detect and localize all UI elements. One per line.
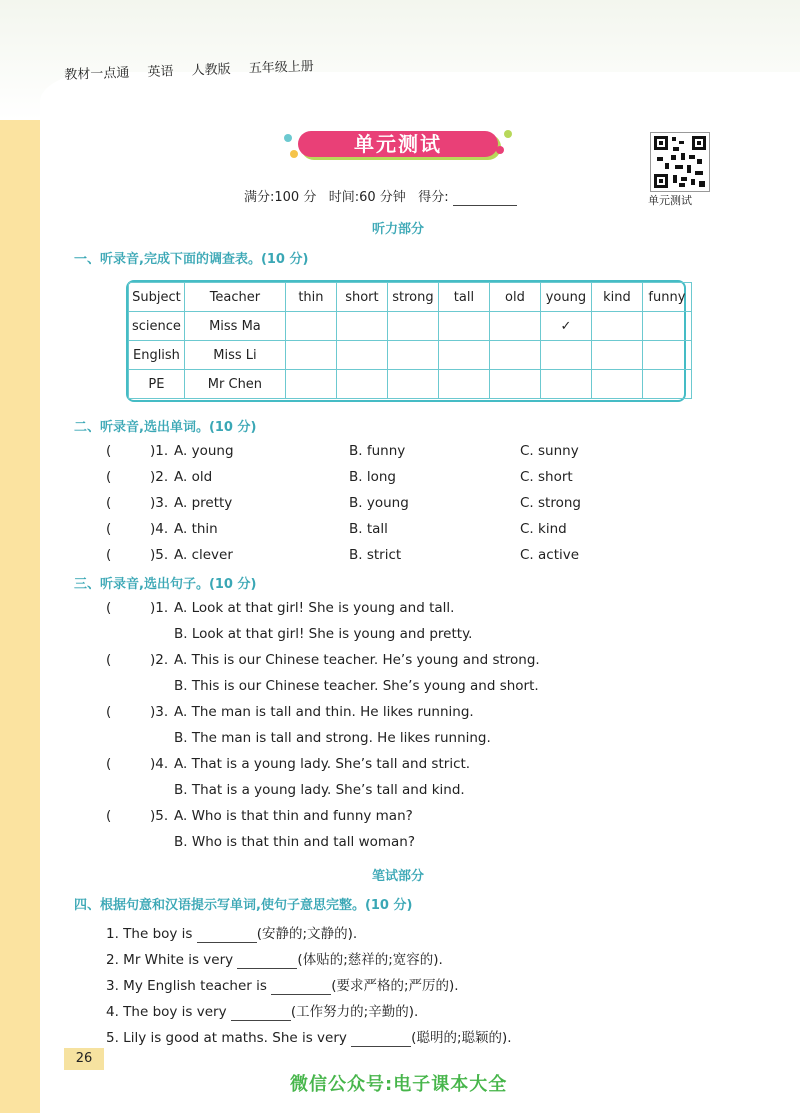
table-cell[interactable]: [591, 341, 642, 370]
table-header: kind: [591, 283, 642, 312]
score-meta: [244, 186, 517, 206]
table-cell[interactable]: [387, 312, 438, 341]
answer-blank[interactable]: (: [106, 495, 112, 511]
option-a: A. That is a young lady. She’s tall and strict.: [174, 756, 471, 772]
question-number: )2.: [150, 469, 169, 485]
decor-dot-icon: [496, 146, 504, 154]
question-number: )5.: [150, 808, 169, 824]
answer-blank[interactable]: [351, 1030, 411, 1047]
list-item: [106, 948, 443, 969]
table-cell[interactable]: [540, 370, 591, 399]
table-cell[interactable]: [285, 370, 336, 399]
answer-blank[interactable]: (: [106, 808, 112, 824]
question-number: )1.: [150, 443, 169, 459]
sentence-start: 3. My English teacher is: [106, 978, 272, 994]
option-a: A. Who is that thin and funny man?: [174, 808, 413, 824]
book-name: 教材一点通: [64, 65, 130, 83]
watermark-text: 微信公众号:电子课本大全: [290, 1074, 508, 1095]
question-number: )5.: [150, 547, 169, 563]
table-row: [129, 341, 692, 370]
option-a: A. Look at that girl! She is young and tall.: [174, 600, 455, 616]
option-c: C. strong: [520, 495, 581, 511]
section1-head: 一、听录音,完成下面的调查表。(10 分): [74, 252, 309, 267]
table-cell[interactable]: [642, 370, 691, 399]
sentence-hint: (体贴的;慈祥的;宽容的).: [297, 952, 443, 968]
answer-blank[interactable]: [237, 952, 297, 969]
table-cell[interactable]: [387, 341, 438, 370]
table-header-row: [129, 283, 692, 312]
sentence-hint: (要求严格的;严厉的).: [331, 978, 459, 994]
full-score: 满分:100 分: [244, 190, 317, 205]
sentence-start: 1. The boy is: [106, 926, 197, 942]
table-row: [129, 370, 692, 399]
table-cell: PE: [129, 370, 185, 399]
table-header: Teacher: [184, 283, 285, 312]
option-a: A. old: [174, 469, 213, 485]
table-cell: science: [129, 312, 185, 341]
option-b: B. long: [349, 469, 396, 485]
answer-blank[interactable]: (: [106, 652, 112, 668]
option-a: A. clever: [174, 547, 233, 563]
option-a: A. young: [174, 443, 234, 459]
table-cell[interactable]: [591, 312, 642, 341]
question-number: )3.: [150, 495, 169, 511]
check-icon[interactable]: ✓: [540, 312, 591, 341]
decor-dot-icon: [290, 150, 298, 158]
answer-blank[interactable]: [271, 978, 331, 995]
option-b: B. strict: [349, 547, 402, 563]
qr-code-icon[interactable]: [650, 132, 710, 192]
table-cell[interactable]: [642, 312, 691, 341]
section3-head: 三、听录音,选出句子。(10 分): [74, 577, 257, 592]
table-cell[interactable]: [489, 370, 540, 399]
listening-title: 听力部分: [372, 222, 425, 237]
option-c: C. short: [520, 469, 573, 485]
edition-name: 人教版: [191, 62, 231, 79]
table-header: young: [540, 283, 591, 312]
sentence-start: 4. The boy is very: [106, 1004, 231, 1020]
question-number: )4.: [150, 756, 169, 772]
sentence-start: 5. Lily is good at maths. She is very: [106, 1030, 352, 1046]
score-label: 得分:: [418, 190, 449, 205]
table-row: [129, 312, 692, 341]
answer-blank[interactable]: (: [106, 756, 112, 772]
option-a: A. This is our Chinese teacher. He’s young and strong.: [174, 652, 540, 668]
sentence-hint: (安静的;文静的).: [256, 926, 358, 942]
table-cell[interactable]: [285, 341, 336, 370]
answer-blank[interactable]: [197, 926, 257, 943]
table-cell: Miss Li: [184, 341, 285, 370]
question-number: )1.: [150, 600, 169, 616]
table-cell[interactable]: [642, 341, 691, 370]
option-b: B. That is a young lady. She’s tall and kind.: [174, 782, 465, 798]
table-cell[interactable]: [489, 341, 540, 370]
table-header: old: [489, 283, 540, 312]
option-a: A. pretty: [174, 495, 233, 511]
table-header: tall: [438, 283, 489, 312]
answer-blank[interactable]: (: [106, 547, 112, 563]
section4-head: 四、根据句意和汉语提示写单词,使句子意思完整。(10 分): [74, 898, 413, 913]
list-item: [106, 922, 357, 943]
list-item: [106, 1000, 418, 1021]
table-cell[interactable]: [489, 312, 540, 341]
option-a: A. thin: [174, 521, 218, 537]
list-item: [106, 974, 459, 995]
sentence-hint: (聪明的;聪颖的).: [411, 1030, 512, 1046]
option-c: C. sunny: [520, 443, 579, 459]
table-cell[interactable]: [336, 370, 387, 399]
writing-title: 笔试部分: [372, 869, 425, 884]
answer-blank[interactable]: (: [106, 469, 112, 485]
table-header: funny: [642, 283, 691, 312]
answer-blank[interactable]: (: [106, 600, 112, 616]
table-cell[interactable]: [336, 312, 387, 341]
table-cell[interactable]: [438, 312, 489, 341]
survey-table: [128, 282, 692, 399]
table-cell: English: [129, 341, 185, 370]
table-cell[interactable]: [540, 341, 591, 370]
title-banner: [298, 127, 498, 161]
table-cell[interactable]: [438, 370, 489, 399]
table-header: thin: [285, 283, 336, 312]
sentence-hint: (工作努力的;辛勤的).: [290, 1004, 419, 1020]
option-c: C. active: [520, 547, 580, 563]
qr-label: 单元测试: [648, 194, 692, 207]
table-cell[interactable]: [285, 312, 336, 341]
decor-dot-icon: [284, 134, 292, 142]
option-a: A. The man is tall and thin. He likes running.: [174, 704, 474, 720]
table-cell[interactable]: [438, 341, 489, 370]
answer-blank[interactable]: (: [106, 521, 112, 537]
page-number: 26: [64, 1048, 104, 1070]
table-cell: Mr Chen: [184, 370, 285, 399]
table-cell[interactable]: [591, 370, 642, 399]
table-header: strong: [387, 283, 438, 312]
option-b: B. Look at that girl! She is young and pretty.: [174, 626, 473, 642]
table-cell[interactable]: [387, 370, 438, 399]
table-cell: Miss Ma: [184, 312, 285, 341]
option-b: B. young: [349, 495, 409, 511]
option-b: B. This is our Chinese teacher. She’s young and short.: [174, 678, 539, 694]
answer-blank[interactable]: (: [106, 704, 112, 720]
question-number: )3.: [150, 704, 169, 720]
option-b: B. Who is that thin and tall woman?: [174, 834, 416, 850]
option-b: B. tall: [349, 521, 388, 537]
subject-name: 英语: [147, 64, 174, 81]
table-header: Subject: [129, 283, 185, 312]
answer-blank[interactable]: (: [106, 443, 112, 459]
decor-dot-icon: [504, 130, 512, 138]
list-item: [106, 1026, 512, 1047]
page-title: 单元测试: [354, 132, 442, 156]
grade-name: 五年级上册: [248, 59, 314, 77]
answer-blank[interactable]: [231, 1004, 291, 1021]
table-header: short: [336, 283, 387, 312]
time-limit: 时间:60 分钟: [328, 190, 406, 205]
table-cell[interactable]: [336, 341, 387, 370]
option-b: B. The man is tall and strong. He likes running.: [174, 730, 491, 746]
question-number: )2.: [150, 652, 169, 668]
option-c: C. kind: [520, 521, 567, 537]
sentence-start: 2. Mr White is very: [106, 952, 238, 968]
option-b: B. funny: [349, 443, 406, 459]
score-blank[interactable]: [453, 190, 517, 206]
section2-head: 二、听录音,选出单词。(10 分): [74, 420, 257, 435]
question-number: )4.: [150, 521, 169, 537]
